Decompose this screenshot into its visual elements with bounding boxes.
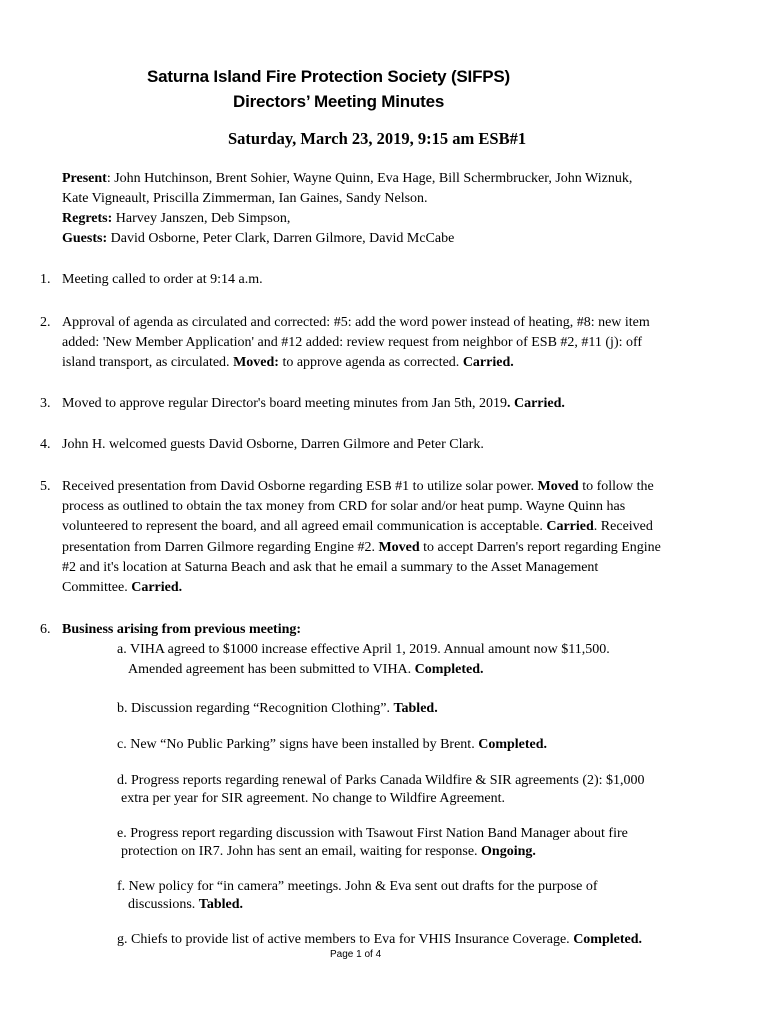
item-5-line: process as outlined to obtain the tax money from CRD for solar and/or heat pump. Wayne Quinn has <box>62 499 626 514</box>
subitem-e-line: e. Progress report regarding discussion with Tsawout First Nation Band Manager about fire <box>117 826 628 841</box>
item-2-line <box>62 353 514 373</box>
subitem-e-text: protection on IR7. John has sent an email, waiting for response. <box>121 844 482 859</box>
present-label: Present <box>62 171 107 186</box>
item-4-text: John H. welcomed guests David Osborne, Darren Gilmore and Peter Clark. <box>62 437 484 452</box>
present-line-2: Kate Vigneault, Priscilla Zimmerman, Ian Gaines, Sandy Nelson. <box>62 191 428 206</box>
item-3-line <box>62 394 565 414</box>
subitem-g-line <box>117 930 642 950</box>
item-5-text: volunteered to represent the board, and all agreed email communication is acceptable. <box>62 519 547 534</box>
subitem-f-text: discussions. <box>128 897 199 912</box>
subitem-c-line <box>117 735 547 755</box>
item-5-line: #2 and it's location at Saturna Beach and ask that he email a summary to the Asset Management <box>62 560 599 575</box>
meeting-date: Saturday, March 23, 2019, 9:15 am ESB#1 <box>228 129 527 148</box>
item-5-text: presentation from Darren Gilmore regarding Engine #2. <box>62 540 379 555</box>
item-number: 4. <box>40 437 51 452</box>
completed-status: Completed. <box>478 737 548 752</box>
item-1-text: Meeting called to order at 9:14 a.m. <box>62 272 263 287</box>
guests-names: David Osborne, Peter Clark, Darren Gilmore, David McCabe <box>107 231 455 246</box>
subitem-f-line: f. New policy for “in camera” meetings. John & Eva sent out drafts for the purpose of <box>117 879 598 894</box>
item-5-line <box>62 578 182 598</box>
item-5-text: to follow the <box>578 479 654 494</box>
present-names: : John Hutchinson, Brent Sohier, Wayne Quinn, Eva Hage, Bill Schermbrucker, John Wiznuk, <box>106 171 633 186</box>
item-2-text: island transport, as circulated. <box>62 355 234 370</box>
regrets-names: Harvey Janszen, Deb Simpson, <box>112 211 291 226</box>
subitem-a-line <box>128 660 484 680</box>
item-3-text: Moved to approve regular Director's board meeting minutes from Jan 5th, 2019 <box>62 396 507 411</box>
document-title-line1: Saturna Island Fire Protection Society (SIFPS) <box>147 67 510 86</box>
item-5-line <box>62 538 661 558</box>
regrets-label: Regrets: <box>62 211 113 226</box>
item-2-line: Approval of agenda as circulated and corrected: #5: add the word power instead of heating, #8: new item <box>62 315 650 330</box>
guests-label: Guests: <box>62 231 108 246</box>
item-number: 2. <box>40 315 51 330</box>
item-5-line <box>62 477 654 497</box>
subitem-a-text: Amended agreement has been submitted to VIHA. <box>128 662 415 677</box>
carried-status: . Carried. <box>506 396 565 411</box>
subitem-b-text: b. Discussion regarding “Recognition Clothing”. <box>117 701 394 716</box>
subitem-d-line: d. Progress reports regarding renewal of Parks Canada Wildfire & SIR agreements (2): $1,000 <box>117 773 645 788</box>
carried-status: Carried. <box>131 580 183 595</box>
item-5-text: Received presentation from David Osborne regarding ESB #1 to utilize solar power. <box>62 479 538 494</box>
subitem-a-line: a. VIHA agreed to $1000 increase effective April 1, 2019. Annual amount now $11,500. <box>117 642 610 657</box>
tabled-status: Tabled. <box>393 701 438 716</box>
page-number: Page 1 of 4 <box>330 949 382 960</box>
item-5-text: . Received <box>593 519 653 534</box>
item-5-line <box>62 517 653 537</box>
item-number: 6. <box>40 622 51 637</box>
item-2-text: to approve agenda as corrected. <box>278 355 463 370</box>
item-5-text: Committee. <box>62 580 132 595</box>
document-title-line2: Directors’ Meeting Minutes <box>233 92 445 111</box>
completed-status: Completed. <box>573 932 643 947</box>
moved-label: Moved <box>378 540 420 555</box>
item-number: 1. <box>40 272 51 287</box>
item-5-text: to accept Darren's report regarding Engine <box>419 540 661 555</box>
subitem-e-line <box>121 842 536 862</box>
business-arising-heading: Business arising from previous meeting: <box>62 622 302 637</box>
guests-line <box>62 229 454 249</box>
item-number: 5. <box>40 479 51 494</box>
tabled-status: Tabled. <box>198 897 244 912</box>
subitem-d-line: extra per year for SIR agreement. No change to Wildfire Agreement. <box>121 791 506 806</box>
present-line <box>62 169 632 189</box>
completed-status: Completed. <box>414 662 484 677</box>
item-2-line: added: 'New Member Application' and #12 added: review request from neighbor of ESB #2, #11 (j): off <box>62 335 643 350</box>
subitem-f-line <box>128 895 243 915</box>
subitem-b-line <box>117 699 438 719</box>
subitem-g-text: g. Chiefs to provide list of active members to Eva for VHIS Insurance Coverage. <box>117 932 574 947</box>
regrets-line <box>62 209 290 229</box>
moved-label: Moved: <box>233 355 279 370</box>
carried-status: Carried. <box>462 355 514 370</box>
carried-status: Carried <box>546 519 594 534</box>
moved-label: Moved <box>537 479 579 494</box>
item-number: 3. <box>40 396 51 411</box>
subitem-c-text: c. New “No Public Parking” signs have been installed by Brent. <box>117 737 479 752</box>
ongoing-status: Ongoing. <box>481 844 536 859</box>
